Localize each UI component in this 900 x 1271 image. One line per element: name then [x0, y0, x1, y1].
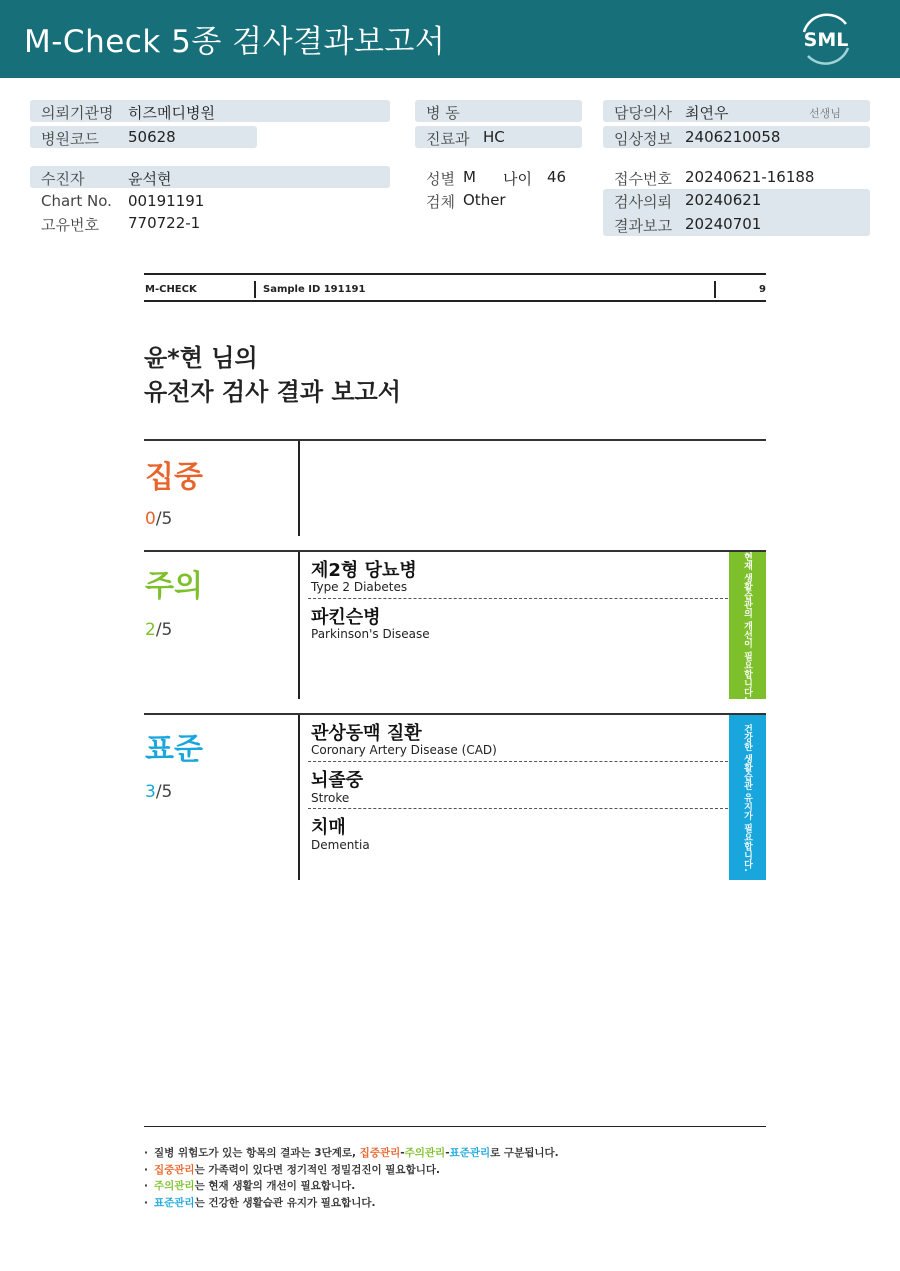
patient-label: 수진자: [41, 170, 85, 188]
greeting-line-1: 윤*현 님의: [144, 344, 258, 372]
receipt-field: [603, 166, 870, 188]
sample-id: Sample ID 191191: [263, 284, 366, 295]
page-number: 9: [759, 284, 766, 295]
disease-item-title: 치매: [311, 817, 346, 838]
unique-value: 770722-1: [128, 214, 201, 232]
header-bar: [0, 0, 900, 78]
doctor-value: 최연우: [685, 104, 729, 122]
disease-item-subtitle: Parkinson's Disease: [311, 627, 430, 641]
result-value: 20240701: [685, 215, 762, 233]
hospital-code-value: 50628: [128, 128, 176, 146]
disease-item-subtitle: Coronary Artery Disease (CAD): [311, 743, 497, 757]
disease-item-subtitle: Type 2 Diabetes: [311, 580, 408, 594]
institution-value: 히즈메디병원: [128, 104, 215, 122]
caution-section-label: 주의: [145, 569, 203, 604]
focus-section-rule: [144, 439, 766, 441]
age-value: 46: [547, 168, 567, 186]
caution-section-divider: [298, 552, 300, 699]
item-divider: [308, 598, 728, 599]
footnote-line: · 주의관리는 현재 생활의 개선이 필요합니다.: [144, 1180, 356, 1192]
greeting-line-2: 유전자 검사 결과 보고서: [144, 378, 401, 406]
specimen-label: 검체: [426, 193, 455, 211]
focus-section-label: 집중: [145, 460, 203, 495]
standard-section-rule: [144, 713, 766, 715]
doctor-label: 담당의사: [614, 104, 672, 122]
doctor-suffix: 선생님: [809, 107, 841, 120]
unique-field: [30, 212, 390, 234]
disease-item-title: 파킨슨병: [311, 607, 381, 628]
logo-text: SML: [803, 29, 849, 51]
report-brand: M-CHECK: [145, 284, 197, 295]
result-label: 결과보고: [614, 217, 672, 235]
report-top-rule: [144, 273, 766, 275]
footnote-line: · 표준관리는 건강한 생활습관 유지가 필요합니다.: [144, 1197, 376, 1209]
hospital-code-label: 병원코드: [41, 130, 99, 148]
item-divider: [308, 761, 728, 762]
unique-label: 고유번호: [41, 216, 99, 234]
disease-item-title: 제2형 당뇨병: [311, 560, 417, 581]
patient-field: [30, 166, 390, 188]
specimen-field: [415, 189, 595, 211]
report-header-divider-right: [714, 281, 716, 298]
caution-side-note: 현재 생활습관의 개선이 필요합니다.: [729, 552, 766, 699]
request-result-field: [603, 189, 870, 236]
ward-label: 병 동: [426, 104, 460, 122]
chart-value: 00191191: [128, 192, 205, 210]
sex-value: M: [463, 168, 476, 186]
request-label: 검사의뢰: [614, 193, 672, 211]
chart-label: Chart No.: [41, 192, 112, 210]
standard-section-count: 3/5: [145, 782, 173, 802]
focus-section-divider: [298, 441, 300, 536]
disease-item-subtitle: Stroke: [311, 791, 350, 805]
standard-side-note: 건강한 생활습관 유지가 필요합니다.: [729, 715, 766, 880]
receipt-label: 접수번호: [614, 170, 672, 188]
clinical-info-label: 임상정보: [614, 130, 672, 148]
department-field: [415, 126, 582, 148]
department-label: 진료과: [426, 130, 470, 148]
disease-item-subtitle: Dementia: [311, 838, 370, 852]
report-header-divider: [254, 281, 256, 298]
disease-item-title: 뇌졸중: [311, 770, 364, 791]
standard-section-divider: [298, 715, 300, 880]
report-header-rule: [144, 300, 766, 302]
age-label: 나이: [503, 170, 532, 188]
patient-value: 윤석현: [128, 170, 172, 188]
hospital-code-field: [30, 126, 257, 148]
caution-section-rule: [144, 550, 766, 552]
sml-logo: [798, 12, 854, 66]
sex-label: 성별: [426, 170, 455, 188]
request-value: 20240621: [685, 191, 762, 209]
institution-field: [30, 100, 390, 122]
standard-section-label: 표준: [145, 732, 203, 767]
item-divider: [308, 808, 728, 809]
caution-section-count: 2/5: [145, 620, 173, 640]
specimen-value: Other: [463, 191, 506, 209]
focus-section-count: 0/5: [145, 509, 173, 529]
report-title: M-Check 5종 검사결과보고서: [24, 24, 446, 60]
footnote-line: · 집중관리는 가족력이 있다면 정기적인 정밀검진이 필요합니다.: [144, 1164, 440, 1176]
doctor-field: [603, 100, 870, 122]
footnote-rule: [144, 1126, 766, 1127]
clinical-info-field: [603, 126, 870, 148]
ward-field: [415, 100, 582, 122]
institution-label: 의뢰기관명: [41, 104, 114, 122]
footnote-line: · 질병 위험도가 있는 항목의 결과는 3단계로, 집중관리-주의관리-표준관리로 구분됩니다.: [144, 1147, 559, 1159]
chart-field: [30, 190, 390, 212]
sex-age-field: [415, 166, 595, 188]
department-value: HC: [483, 128, 505, 146]
disease-item-title: 관상동맥 질환: [311, 723, 422, 744]
receipt-value: 20240621-16188: [685, 168, 815, 186]
clinical-info-value: 2406210058: [685, 128, 781, 146]
